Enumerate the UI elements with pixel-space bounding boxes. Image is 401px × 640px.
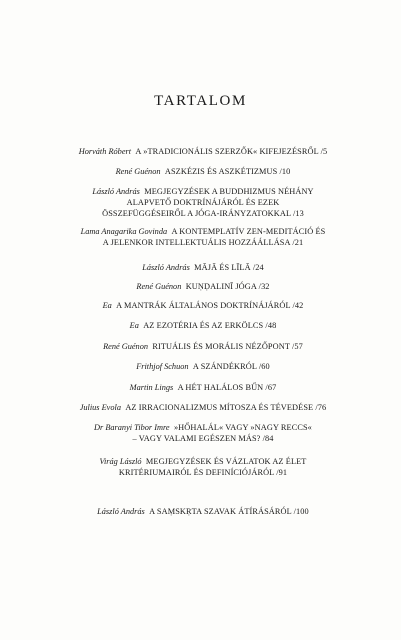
- toc-heading: RITUÁLIS ÉS MORÁLIS NÉZŐPONT /57: [152, 342, 303, 351]
- toc-author: Horváth Róbert: [78, 147, 132, 156]
- toc-entry: [18, 506, 388, 517]
- toc-author: László András: [92, 187, 140, 196]
- toc-line: [18, 422, 388, 433]
- toc-line: ALAPVETŐ DOKTRÍNÁJÁRÓL ÉS EZEK: [126, 198, 280, 208]
- toc-line: [18, 146, 388, 157]
- toc-heading: MĀJĀ ÉS LĪLĀ /24: [194, 263, 264, 272]
- toc-entry: [18, 402, 388, 413]
- toc-line: KRITÉRIUMAIRÓL ÉS DEFINÍCIÓJÁRÓL /91: [118, 468, 288, 478]
- toc-heading: AZ EZOTÉRIA ÉS AZ ERKÖLCS /48: [143, 321, 277, 330]
- toc-heading: A »TRADICIONÁLIS SZERZŐK« KIFEJEZÉSRŐL /5: [135, 147, 328, 156]
- toc-author: Virág László: [99, 457, 142, 466]
- toc-line: [18, 320, 388, 331]
- toc-line: [18, 382, 388, 393]
- toc-heading: MEGJEGYZÉSEK ÉS VÁZLATOK AZ ÉLET: [145, 457, 307, 466]
- toc-entry: [18, 320, 388, 331]
- toc-heading: »HŐHALÁL« VAGY »NAGY RECCS«: [173, 423, 312, 432]
- toc-heading: A SAṂSKṚTA SZAVAK ÁTÍRÁSÁRÓL /100: [149, 507, 309, 516]
- toc-heading: A MANTRÁK ÁLTALÁNOS DOKTRÍNÁJÁRÓL /42: [116, 301, 304, 310]
- toc-entry: [18, 146, 388, 157]
- toc-author: Frithjof Schuon: [136, 362, 189, 371]
- toc-author: Ea: [102, 301, 112, 310]
- toc-author: Dr Baranyi Tibor Imre: [94, 423, 170, 432]
- toc-entry: [18, 341, 388, 352]
- toc-line: [18, 300, 388, 311]
- toc-heading: A SZÁNDÉKRÓL /60: [192, 362, 270, 371]
- toc-line: [18, 186, 388, 197]
- toc-entry: [18, 382, 388, 393]
- toc-line: [18, 506, 388, 517]
- toc-author: László András: [142, 263, 190, 272]
- toc-author: Martin Lings: [129, 383, 174, 392]
- toc-entry: [18, 166, 388, 177]
- toc-heading: MEGJEGYZÉSEK A BUDDHIZMUS NÉHÁNY: [144, 187, 314, 196]
- toc-author: René Guénon: [103, 342, 148, 351]
- toc-line: [18, 456, 388, 467]
- toc-author: Ea: [129, 321, 139, 330]
- toc-line: – VAGY VALAMI EGÉSZEN MÁS? /84: [132, 434, 274, 444]
- toc-heading: A HÉT HALÁLOS BŰN /67: [177, 383, 277, 392]
- toc-entry: [18, 422, 388, 444]
- toc-line: A JELENKOR INTELLEKTUÁLIS HOZZÁÁLLÁSA /21: [102, 238, 304, 248]
- toc-entry: [18, 281, 388, 292]
- toc-heading: ASZKÉZIS ÉS ASZKÉTIZMUS /10: [164, 167, 291, 176]
- toc-entry: [18, 361, 388, 372]
- toc-line: ÖSSZEFÜGGÉSEIRŐL A JÓGA-IRÁNYZATOKKAL /13: [102, 209, 304, 219]
- toc-entry: [18, 186, 388, 220]
- toc-line: [18, 361, 388, 372]
- toc-author: Lama Anagarika Govinda: [80, 227, 168, 236]
- toc-heading: AZ IRRACIONALIZMUS MÍTOSZA ÉS TÉVEDÉSE /76: [125, 403, 327, 412]
- toc-entry: [18, 300, 388, 311]
- toc-author: René Guénon: [115, 167, 161, 176]
- toc-entry: [18, 456, 388, 478]
- toc-heading: KUṆḌALINĪ JÓGA /32: [185, 282, 270, 291]
- toc-author: László András: [97, 507, 145, 516]
- toc-author: Julius Evola: [79, 403, 121, 412]
- toc-author: René Guénon: [136, 282, 182, 291]
- toc-heading: A KONTEMPLATÍV ZEN-MEDITÁCIÓ ÉS: [171, 227, 326, 236]
- toc-line: [18, 341, 388, 352]
- toc-line: [18, 262, 388, 273]
- toc-line: [18, 226, 388, 237]
- page-title: TARTALOM: [154, 93, 247, 109]
- toc-line: [18, 166, 388, 177]
- toc-entry: [18, 262, 388, 273]
- toc-entry: [18, 226, 388, 248]
- toc-line: [18, 402, 388, 413]
- toc-line: [18, 281, 388, 292]
